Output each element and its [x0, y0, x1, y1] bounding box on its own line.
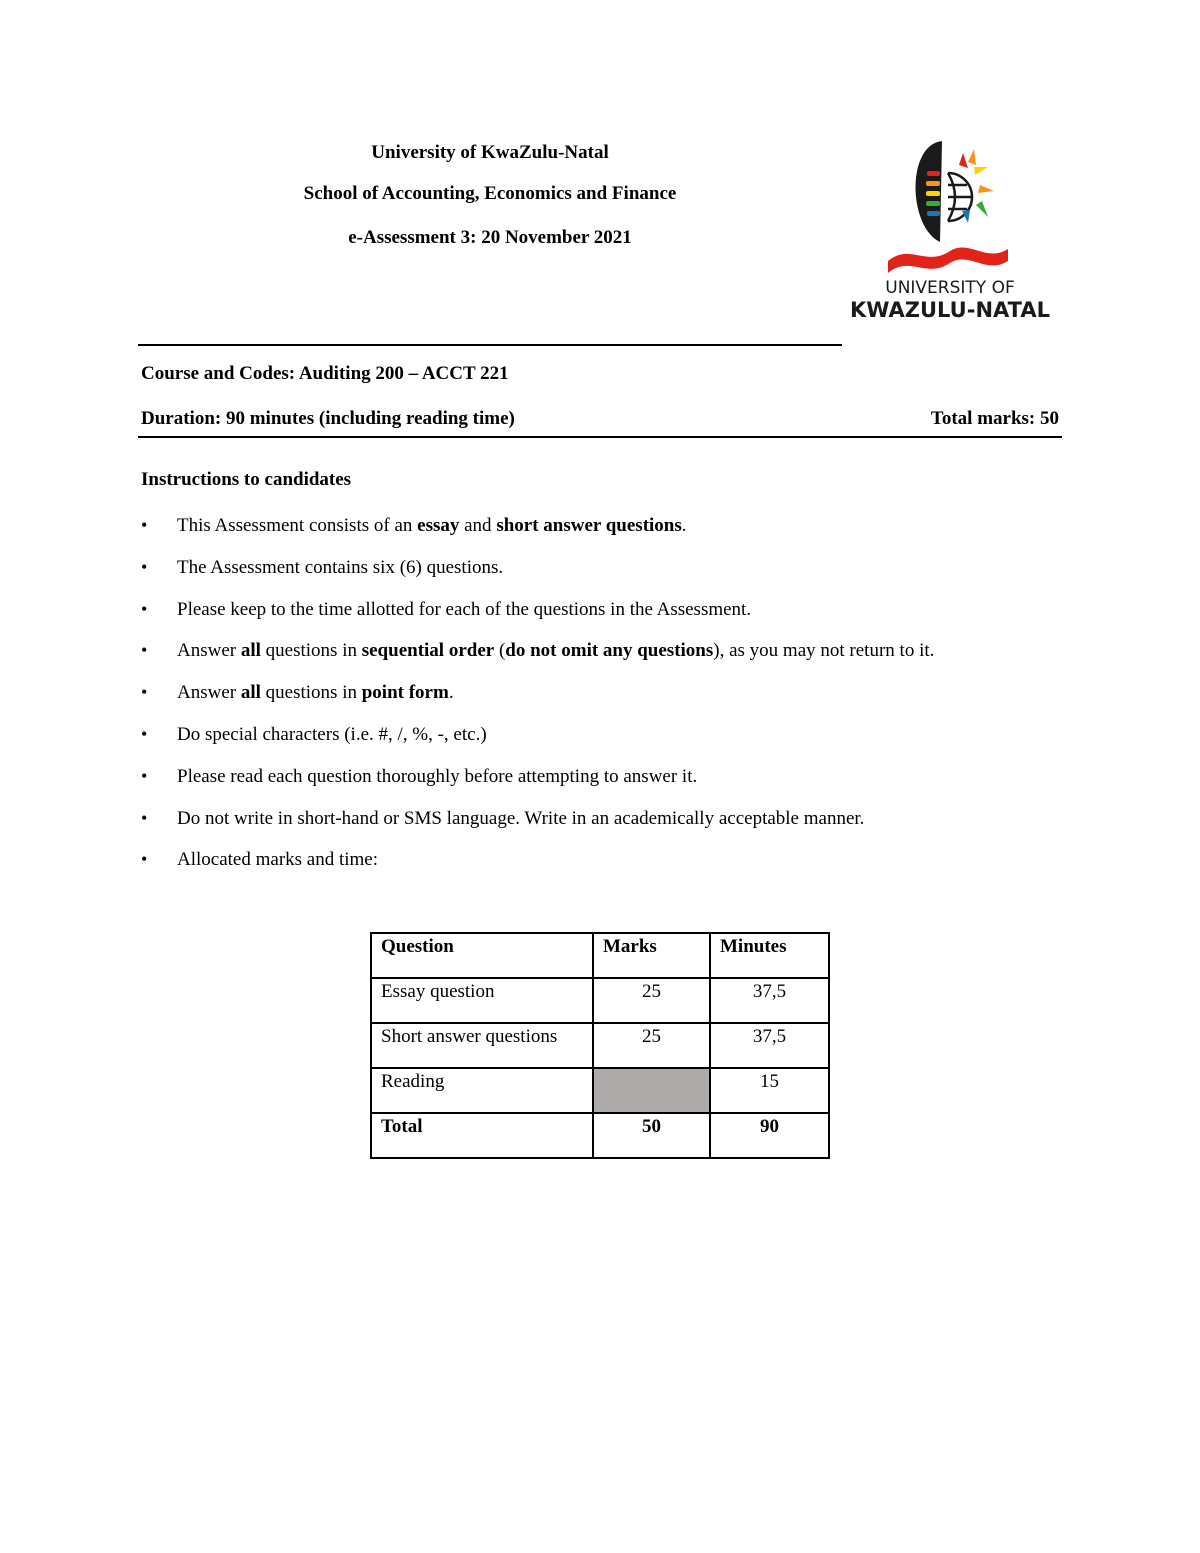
instruction-item: [141, 676, 934, 718]
table-header-row: [371, 933, 829, 978]
total-label: Total: [371, 1113, 593, 1158]
instruction-text: Please read each question thoroughly before attempting to answer it.: [177, 765, 698, 787]
university-name: University of KwaZulu-Natal: [371, 142, 609, 163]
instruction-item: [141, 634, 934, 676]
header-marks: Marks: [593, 933, 710, 978]
header-question: Question: [371, 933, 593, 978]
assessment-title: e-Assessment 3: 20 November 2021: [348, 227, 632, 248]
instruction-text: Allocated marks and time:: [177, 849, 379, 871]
instruction-emphasis: point form: [361, 682, 449, 704]
cell-question: Essay question: [371, 978, 593, 1023]
instruction-item: [141, 718, 934, 760]
cell-question: Reading: [371, 1068, 593, 1113]
school-name: School of Accounting, Economics and Finance: [303, 183, 677, 204]
instruction-text: Do special characters (i.e. #, /, %, -, etc.): [177, 723, 487, 745]
cell-question: Short answer questions: [371, 1023, 593, 1068]
logo-text-line1: UNIVERSITY OF: [885, 278, 1015, 298]
table-row: [371, 978, 829, 1023]
table-total-row: [371, 1113, 829, 1158]
instruction-emphasis: sequential order: [361, 640, 495, 662]
instruction-item: [141, 843, 934, 885]
instruction-text: .: [681, 515, 687, 536]
instruction-emphasis: essay: [417, 515, 460, 536]
instruction-text: .: [448, 682, 454, 704]
instruction-text: Please keep to the time allotted for each of the questions in the Assessment.: [177, 598, 752, 620]
instruction-text: questions in: [260, 682, 362, 704]
duration: Duration: 90 minutes (including reading time): [141, 408, 515, 429]
course-divider: [138, 436, 1062, 438]
instruction-item: [141, 802, 934, 844]
cell-marks-shaded: [593, 1068, 710, 1113]
cell-marks: 25: [593, 1023, 710, 1068]
instruction-text: and: [459, 515, 497, 536]
logo-text-line2: KWAZULU-NATAL: [850, 298, 1050, 322]
marks-table: [370, 932, 830, 1159]
instruction-text: Answer: [177, 682, 241, 704]
instruction-item: [141, 593, 934, 635]
total-marks: Total marks: 50: [930, 408, 1059, 429]
cell-marks: 25: [593, 978, 710, 1023]
logo-red-wave: [888, 248, 1008, 273]
instruction-emphasis: all: [240, 640, 261, 662]
total-minutes-cell: 90: [710, 1113, 829, 1158]
instruction-item: [141, 509, 934, 551]
total-marks-cell: 50: [593, 1113, 710, 1158]
table-row: [371, 1068, 829, 1113]
header-divider: [138, 344, 842, 346]
instruction-text: questions in: [260, 640, 362, 662]
instruction-emphasis: short answer questions: [496, 515, 682, 536]
instruction-text: Answer: [177, 640, 241, 662]
instructions-list: [141, 509, 934, 885]
instruction-text: This Assessment consists of an: [177, 515, 418, 536]
instruction-text: (: [494, 640, 506, 662]
header-minutes: Minutes: [710, 933, 829, 978]
instruction-item: [141, 760, 934, 802]
instruction-emphasis: do not omit any questions: [505, 640, 714, 662]
ukzn-logo: [850, 135, 1050, 325]
instruction-item: [141, 551, 934, 593]
cell-minutes: 37,5: [710, 1023, 829, 1068]
instruction-text: Do not write in short-hand or SMS language. Write in an academically acceptable manner.: [177, 807, 865, 829]
instruction-emphasis: all: [240, 682, 261, 704]
course-codes: Course and Codes: Auditing 200 – ACCT 221: [141, 363, 509, 384]
instructions-heading: Instructions to candidates: [141, 469, 352, 490]
cell-minutes: 15: [710, 1068, 829, 1113]
cell-minutes: 37,5: [710, 978, 829, 1023]
table-row: [371, 1023, 829, 1068]
instruction-text: The Assessment contains six (6) questions.: [177, 556, 504, 578]
instruction-text: ), as you may not return to it.: [713, 640, 935, 662]
